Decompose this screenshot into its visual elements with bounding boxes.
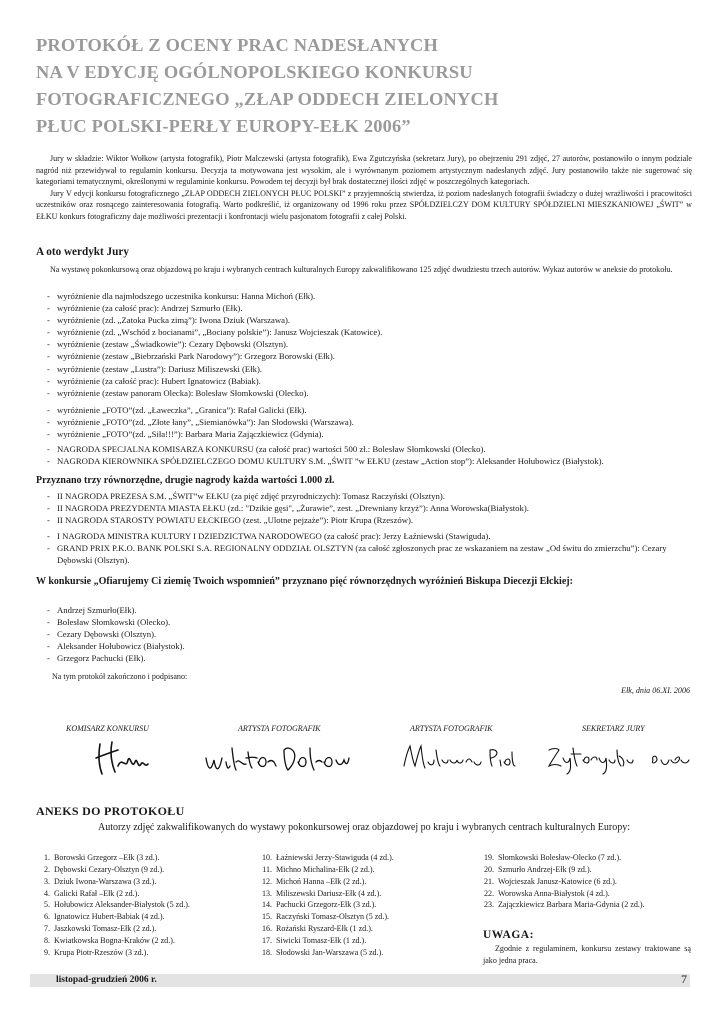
annex-item-text: Kwiatkowska Bogna-Kraków (2 zd.). [54, 935, 175, 945]
notice-text: Zgodnie z regulaminem, konkursu zestawy traktowane są jako jedna praca. [483, 944, 691, 965]
annex-item [256, 876, 394, 888]
annex-item-number: 2. [43, 864, 50, 874]
annex-item-number: 18. [261, 947, 272, 957]
signature-role: SEKRETARZ JURY [582, 724, 645, 733]
annex-item-text: Borowski Grzegorz –Ełk (3 zd.). [54, 853, 160, 862]
document-date: Ełk, dnia 06.XI. 2006 [621, 686, 690, 695]
special-prize-item: - NAGRODA SPECJALNA KOMISARZA KONKURSU (za całość prac) wartości 500 zł.: Bolesław Słomkowski (Olecko). [42, 443, 604, 455]
annex-item [256, 852, 394, 864]
second-prizes-heading: Przyznano trzy równorzędne, drugie nagrody każda wartości 1.000 zł. [36, 475, 335, 486]
annex-item [256, 947, 394, 959]
title-line: PŁUC POLSKI-PERŁY EUROPY-EŁK 2006” [36, 116, 411, 136]
annex-item-text: Worowska Anna-Białystok (4 zd.). [498, 888, 610, 898]
bishop-awards-list [42, 604, 185, 664]
notice-heading: UWAGA: [483, 929, 534, 941]
annex-item-number: 12. [261, 876, 272, 886]
annex-item-text: Zajączkiewicz Barbara Maria-Gdynia (2 zd.). [498, 900, 645, 910]
annex-item-number: 8. [43, 935, 50, 945]
annex-item [34, 852, 190, 864]
annex-item [478, 899, 645, 911]
annex-item-number: 15. [261, 912, 272, 922]
annex-column-1 [34, 852, 190, 959]
annex-item-text: Pachucki Grzegorz-Ełk (3 zd.). [276, 900, 377, 910]
foto-awards-list [42, 404, 354, 440]
bishop-award-item: - Aleksander Hołubowicz (Białystok). [42, 640, 185, 652]
signature-role: KOMISARZ KONKURSU [66, 724, 149, 733]
annex-item [34, 923, 190, 935]
intro-section [36, 153, 692, 223]
awards-list [42, 290, 382, 399]
annex-item-text: Wojcieszak Janusz-Katowice (6 zd.). [498, 876, 617, 886]
verdict-lead: Na wystawę pokonkursową oraz objazdową po kraju i wybranych centrach kulturalnych Europy zakwalifikowano 125 zdjęć dwudziestu trzech autorów. Wykaz autorów w aneksie do protokołu. [50, 265, 673, 274]
bishop-award-item: - Andrzej Szmurło(Ełk). [42, 604, 185, 616]
annex-item-text: Ignatowicz Hubert-Babiak (4 zd.). [54, 912, 165, 922]
annex-item [34, 888, 190, 900]
annex-item-number: 9. [43, 947, 50, 957]
annex-item-number: 20. [483, 864, 494, 874]
annex-item-text: Słomkowski Bolesław-Olecko (7 zd.). [498, 853, 622, 862]
annex-lead: Autorzy zdjęć zakwalifikowanych do wystawy pokonkursowej oraz objazdowej po kraju i wybranych centrach kulturalnych Europy: [97, 822, 631, 833]
annex-item [256, 923, 394, 935]
annex-item [256, 935, 394, 947]
bishop-award-item: - Grzegorz Pachucki (Ełk). [42, 652, 185, 664]
second-prize-item: - II NAGRODA PREZYDENTA MIASTA EŁKU (zd.: "Dzikie gęsi", „Żurawie”, zest. „Drewniany krzyż”): Anna Worowska(Białystok). [42, 502, 529, 514]
second-prize-item: - II NAGRODA PREZESA S.M. „ŚWIT”w EŁKU (za pięć zdjęć przyrodniczych): Tomasz Raczyński (Olsztyn). [42, 490, 529, 502]
annex-item [478, 864, 645, 876]
annex-item-text: Dębowski Cezary-Olsztyn (9 zd.). [54, 864, 165, 874]
annex-item-text: Raczyński Tomasz-Olsztyn (5 zd.). [276, 912, 390, 922]
annex-item-text: Jaszkowski Tomasz-Ełk (2 zd.). [54, 924, 157, 934]
annex-item-text: Krupa Piotr-Rzeszów (3 zd.). [54, 947, 149, 957]
verdict-heading: A oto werdykt Jury [36, 246, 129, 258]
award-item: - wyróżnienie (zestaw „Świadkowie”): Cezary Dębowski (Olsztyn). [42, 338, 382, 350]
annex-item-number: 3. [43, 876, 50, 886]
annex-item-text: Siwicki Tomasz-Ełk (1 zd.). [276, 935, 367, 945]
annex-item [34, 864, 190, 876]
annex-item-number: 21. [483, 876, 494, 886]
award-item: - wyróżnienie (za całość prac): Andrzej Szmurło (Ełk). [42, 302, 382, 314]
annex-heading: ANEKS DO PROTOKOŁU [36, 804, 185, 818]
annex-item-text: Miliszewski Dariusz-Ełk (4 zd.). [276, 888, 382, 898]
annex-item [34, 899, 190, 911]
signature-photographer-2 [400, 736, 520, 778]
annex-item-number: 11. [262, 864, 272, 874]
bishop-award-item: - Cezary Dębowski (Olsztyn). [42, 628, 185, 640]
annex-item-text: Hołubowicz Aleksander-Białystok (5 zd.). [54, 900, 190, 910]
annex-item-number: 4. [43, 888, 50, 898]
title-line: PROTOKÓŁ Z OCENY PRAC NADESŁANYCH [36, 35, 439, 55]
top-prize-item: - GRAND PRIX P.K.O. BANK POLSKI S.A. REGIONALNY ODDZIAŁ OLSZTYN (za całość zgłoszonych prac ze wskazaniem na zestaw „Od świtu do zmierzchu”): Cezary Dębowski (Olsztyn). [42, 542, 697, 566]
annex-item-number: 10. [261, 853, 272, 862]
annex-item-number: 23. [483, 900, 494, 910]
second-prizes-list [42, 490, 529, 526]
signature-role: ARTYSTA FOTOGRAFIK [238, 724, 321, 733]
annex-item [256, 864, 394, 876]
annex-item-number: 16. [261, 924, 272, 934]
intro-paragraph: Jury w składzie: Wiktor Wołkow (artysta fotografik), Piotr Malczewski (artysta fotografik), Ewa Zgutczyńska (sekretarz Jury), po obejrzeniu 291 zdjęć, 27 autorów, postanowiło o innym podziale nagród niż przewidywał to regulamin konkursu. Decyzja ta motywowana jest wysokim, ale i wyrównanym poziomem artystycznym nadesłanych zdjęć. Jury postanowiło także nie sugerować się kategoriami tematycznymi, określonymi w regulaminie konkursu. Powodem tej decyzji był brak dostatecznej ilości zdjęć w poszczególnych kategoriach. [36, 154, 692, 187]
foto-award-item: - wyróżnienie „FOTO”(zd. „Siła!!!”): Barbara Maria Zajączkiewicz (Gdynia). [42, 428, 354, 440]
footer-issue: listopad-grudzień 2006 r. [56, 975, 157, 985]
intro-paragraph: Jury V edycji konkursu fotograficznego „ZŁAP ODDECH ZIELONYCH PŁUC POLSKI” z przyjemnością stwierdza, iż poziom nadesłanych fotografii świadczy o dużej wrażliwości i pracowitości uczestników oraz rosnącego zainteresowania fotografią. Warto podkreślić, iż organizowany od 1996 roku przez SPÓŁDZIELCZY DOM KULTURY SPÓŁDZIELNI MIESZKANIOWEJ „ŚWIT” w EŁKU konkurs fotograficzny daje możliwości prezentacji i konfrontacji wielu pasjonatom fotografii z całej Polski. [36, 188, 692, 221]
special-prizes-list [42, 443, 604, 467]
award-item: - wyróżnienie (zd. „Wschód z bocianami”, „Bociany polskie”): Janusz Wojcieszak (Katowice). [42, 326, 382, 338]
annex-item-text: Rożański Ryszard-Ełk (1 zd.). [276, 924, 373, 934]
annex-item-text: Słodowski Jan-Warszawa (5 zd.). [276, 947, 384, 957]
award-item: - wyróżnienie (zestaw „Biebrzański Park Narodowy”): Grzegorz Borowski (Ełk). [42, 350, 382, 362]
annex-item-number: 22. [483, 888, 494, 898]
annex-item-text: Szmurło Andrzej-Ełk (9 zd.). [498, 864, 592, 874]
annex-item-number: 14. [261, 900, 272, 910]
award-item: - wyróżnienie (za całość prac): Hubert Ignatowicz (Babiak). [42, 375, 382, 387]
signature-photographer-1 [202, 736, 352, 778]
annex-item [478, 888, 645, 900]
annex-item [256, 899, 394, 911]
bishop-award-item: - Bolesław Słomkowski (Olecko). [42, 616, 185, 628]
signature-secretary [545, 736, 695, 778]
annex-item-number: 7. [43, 924, 50, 934]
award-item: - wyróżnienie (zestaw panoram Olecka): Bolesław Słomkowski (Olecko). [42, 387, 382, 399]
annex-item [34, 876, 190, 888]
annex-item [478, 852, 645, 864]
annex-item [34, 935, 190, 947]
title-line: FOTOGRAFICZNEGO „ZŁAP ODDECH ZIELONYCH [36, 89, 499, 109]
annex-item [256, 911, 394, 923]
annex-item-text: Michno Michalina-Ełk (2 zd.). [276, 864, 375, 874]
signature-commissioner [92, 736, 152, 778]
annex-column-3 [478, 852, 645, 911]
annex-item [478, 876, 645, 888]
annex-item [256, 888, 394, 900]
annex-item-number: 1. [43, 853, 50, 862]
annex-item-text: Dziuk Iwona-Warszawa (3 zd.). [54, 876, 157, 886]
foto-award-item: - wyróżnienie „FOTO”(zd. „Ławeczka”, „Granica”): Rafał Galicki (Ełk). [42, 404, 354, 416]
signature-role: ARTYSTA FOTOGRAFIK [410, 724, 493, 733]
annex-item [34, 947, 190, 959]
award-item: - wyróżnienie (zestaw „Lustra”): Dariusz Miliszewski (Ełk). [42, 363, 382, 375]
annex-item-text: Michoń Hanna –Ełk (2 zd.). [276, 876, 367, 886]
award-item: - wyróżnienie dla najmłodszego uczestnika konkursu: Hanna Michoń (Ełk). [42, 290, 382, 302]
bishop-heading: W konkursie „Ofiarujemy Ci ziemię Twoich wspomnień” przyznano pięć równorzędnych wyróżnień Biskupa Diecezji Ełckiej: [36, 576, 573, 587]
annex-item-number: 17. [261, 935, 272, 945]
annex-item-text: Galicki Rafał –Ełk (2 zd.). [54, 888, 140, 898]
annex-item-number: 19. [483, 853, 494, 862]
annex-item [34, 911, 190, 923]
award-item: - wyróżnienie (zd. „Zatoka Pucka zimą”): Iwona Dziuk (Warszawa). [42, 314, 382, 326]
annex-item-number: 5. [43, 900, 50, 910]
top-prizes-list [42, 530, 697, 566]
page-number: 7 [681, 972, 687, 986]
foto-award-item: - wyróżnienie „FOTO”(zd. „Złote łany”, „Siemianówka”): Jan Słodowski (Warszawa). [42, 416, 354, 428]
annex-item-number: 6. [43, 912, 50, 922]
document-title [36, 32, 696, 140]
title-line: NA V EDYCJĘ OGÓLNOPOLSKIEGO KONKURSU [36, 62, 473, 82]
annex-item-number: 13. [261, 888, 272, 898]
annex-item-text: Łaźniewski Jerzy-Stawiguda (4 zd.). [276, 853, 394, 862]
annex-column-2 [256, 852, 394, 959]
second-prize-item: - II NAGRODA STAROSTY POWIATU EŁCKIEGO (zest. „Ulotne pejzaże”): Piotr Krupa (Rzeszów). [42, 514, 529, 526]
special-prize-item: - NAGRODA KIEROWNIKA SPÓŁDZIELCZEGO DOMU KULTURY S.M. „ŚWIT ”w EŁKU (zestaw „Action stop”): Aleksander Hołubowicz (Białystok). [42, 455, 604, 467]
top-prize-item: - I NAGRODA MINISTRA KULTURY I DZIEDZICTWA NARODOWEGO (za całość prac): Jerzy Łaźniewski (Stawiguda). [42, 530, 697, 542]
closing-statement: Na tym protokół zakończono i podpisano: [52, 672, 188, 681]
